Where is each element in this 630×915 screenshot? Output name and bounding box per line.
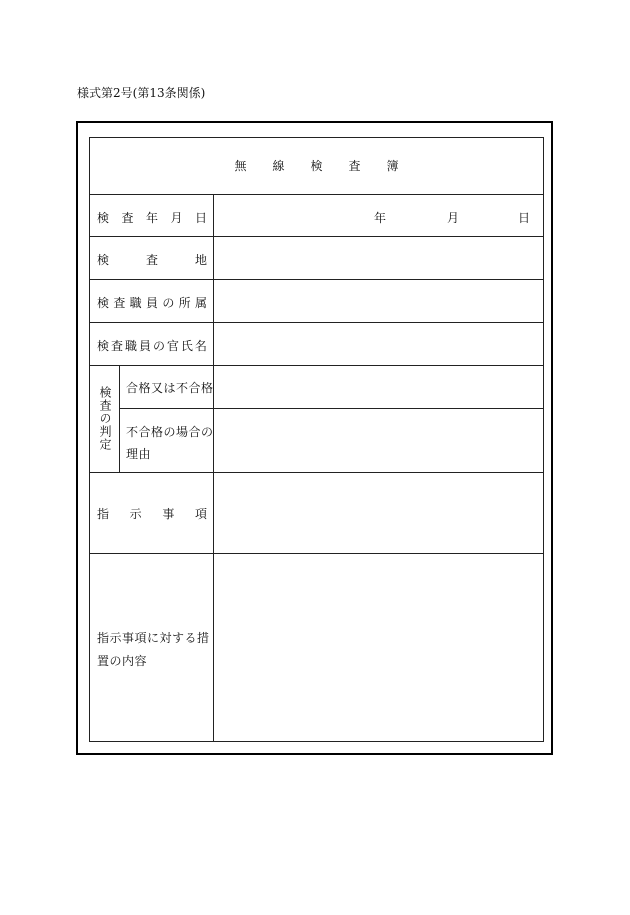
pass-fail-label: 合格又は不合格 [126,381,214,395]
label-char: 所 [178,296,191,310]
label-char: 年 [145,211,158,225]
inspector-name-label [97,337,207,354]
title-char: 査 [348,159,361,173]
title-char: 検 [310,159,323,173]
measures-label-line2: 置の内容 [97,654,148,668]
inspector-affiliation-label [97,294,207,311]
inspection-date-label [97,209,207,226]
title-char: 無 [234,159,247,173]
label-char: 査 [121,211,134,225]
form-title [90,157,543,174]
label-char: 査 [110,339,123,353]
instructions-label [97,505,207,522]
label-char: 月 [170,211,183,225]
label-char: 員 [138,339,151,353]
date-month-unit: 月 [447,211,460,225]
label-char: の [152,339,165,353]
label-char: 検 [97,211,110,225]
inspection-place-label [97,251,207,268]
label-char: 名 [194,339,207,353]
label-char: 検 [97,253,110,267]
label-char: 属 [194,296,207,310]
label-char: 項 [194,507,207,521]
label-char: 氏 [180,339,193,353]
label-char: 職 [129,296,142,310]
label-char: 検 [97,339,110,353]
label-char: 示 [129,507,142,521]
label-char: 査 [113,296,126,310]
label-char: 事 [162,507,175,521]
label-char: 員 [145,296,158,310]
label-char: 検 [97,296,110,310]
judgment-group-label: 検査の判定 [98,386,112,451]
title-row [90,138,543,194]
title-char: 線 [272,159,285,173]
label-char: 指 [97,507,110,521]
failure-reason-label-line2: 理由 [126,447,152,461]
label-char: の [162,296,175,310]
label-char: 官 [166,339,179,353]
label-char: 査 [145,253,158,267]
inspection-register-table [89,137,544,742]
title-char: 簿 [386,159,399,173]
measures-label-line1: 指示事項に対する措 [97,631,210,645]
failure-reason-label-line1: 不合格の場合の [126,425,214,439]
date-day-unit: 日 [518,211,531,225]
label-char: 地 [194,253,207,267]
date-year-unit: 年 [374,211,387,225]
label-char: 日 [194,211,207,225]
form-number-label: 様式第2号(第13条関係) [77,86,206,100]
label-char: 職 [124,339,137,353]
